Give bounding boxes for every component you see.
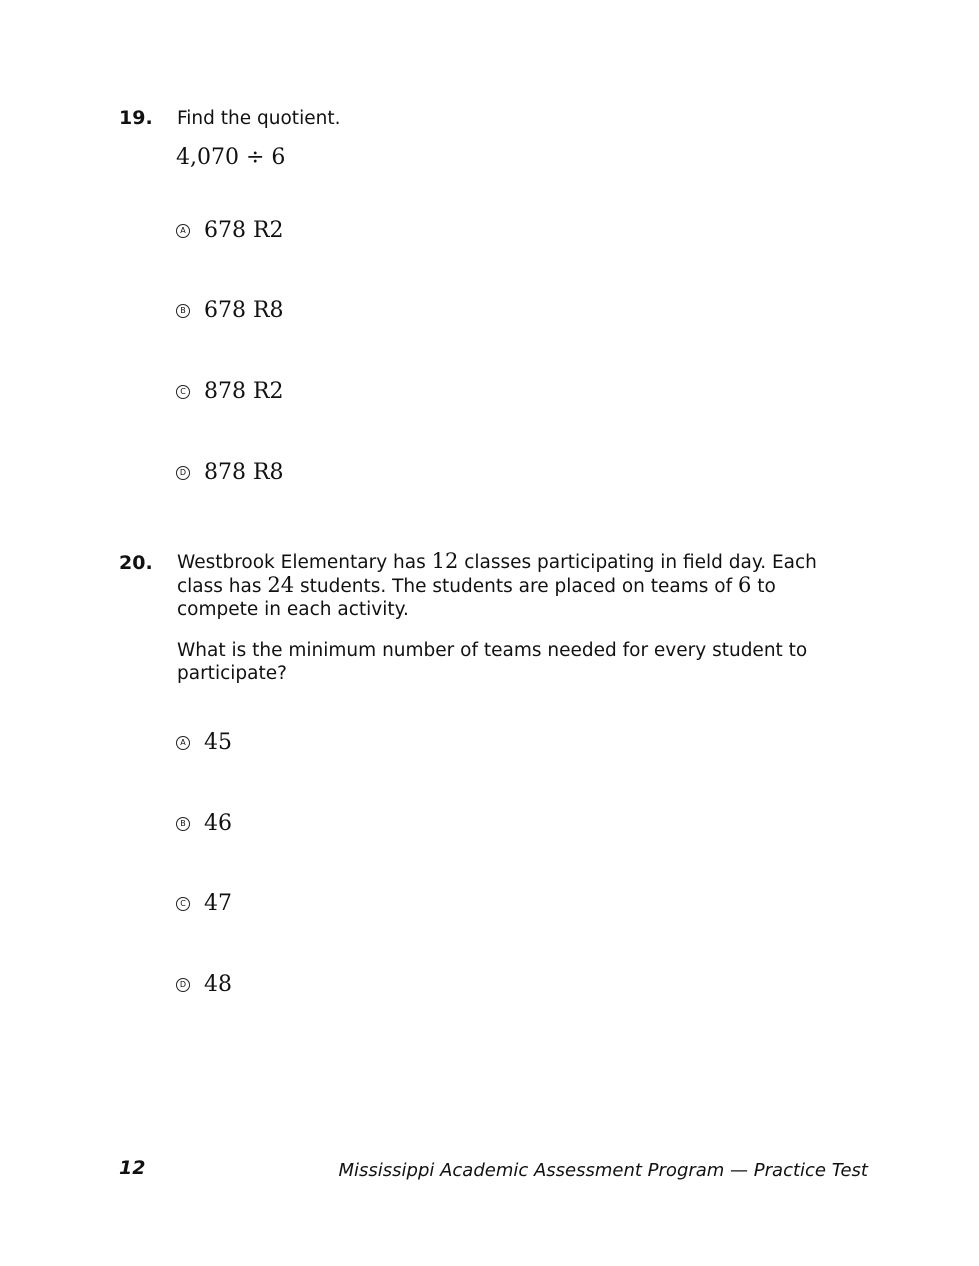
- question-20-stem: [177, 550, 857, 621]
- question-19-option-a[interactable]: [176, 218, 284, 243]
- question-19-expression: 4,070 ÷ 6: [176, 145, 286, 170]
- question-20-option-a[interactable]: [176, 730, 232, 755]
- answer-bubble-a[interactable]: A: [176, 224, 190, 238]
- answer-bubble-d[interactable]: D: [176, 978, 190, 992]
- stem-number-classes: 12: [431, 549, 459, 573]
- answer-bubble-b[interactable]: B: [176, 817, 190, 831]
- stem-text: students. The students are placed on teams of: [294, 576, 738, 597]
- question-19-number: 19.: [119, 107, 153, 129]
- question-20-question: What is the minimum number of teams needed for every student to participate?: [177, 640, 808, 684]
- option-text: 878 R2: [204, 379, 284, 404]
- option-text: 46: [204, 811, 232, 836]
- answer-bubble-b[interactable]: B: [176, 304, 190, 318]
- page-number: 12: [119, 1157, 146, 1179]
- question-19-option-c[interactable]: [176, 379, 284, 404]
- stem-text: Westbrook Elementary has: [177, 552, 432, 573]
- option-text: 878 R8: [204, 460, 284, 485]
- footer-title: Mississippi Academic Assessment Program — Practice Test: [338, 1160, 868, 1181]
- question-20-number: 20.: [119, 552, 153, 574]
- question-20-option-c[interactable]: [176, 891, 232, 916]
- question-19-prompt: Find the quotient.: [177, 108, 341, 129]
- question-20-option-d[interactable]: [176, 972, 232, 997]
- question-19-option-d[interactable]: [176, 460, 284, 485]
- option-text: 48: [204, 972, 232, 997]
- option-text: 47: [204, 891, 232, 916]
- option-text: 678 R8: [204, 298, 284, 323]
- option-text: 45: [204, 730, 232, 755]
- option-text: 678 R2: [204, 218, 284, 243]
- answer-bubble-d[interactable]: D: [176, 466, 190, 480]
- stem-text: classes participating in field day. Each class has: [177, 552, 817, 597]
- question-20-option-b[interactable]: [176, 811, 232, 836]
- stem-text: to compete in each activity.: [177, 576, 776, 620]
- answer-bubble-c[interactable]: C: [176, 385, 190, 399]
- answer-bubble-c[interactable]: C: [176, 897, 190, 911]
- stem-number-students: 24: [267, 573, 295, 597]
- question-19-option-b[interactable]: [176, 298, 284, 323]
- answer-bubble-a[interactable]: A: [176, 736, 190, 750]
- stem-number-team-size: 6: [738, 573, 752, 597]
